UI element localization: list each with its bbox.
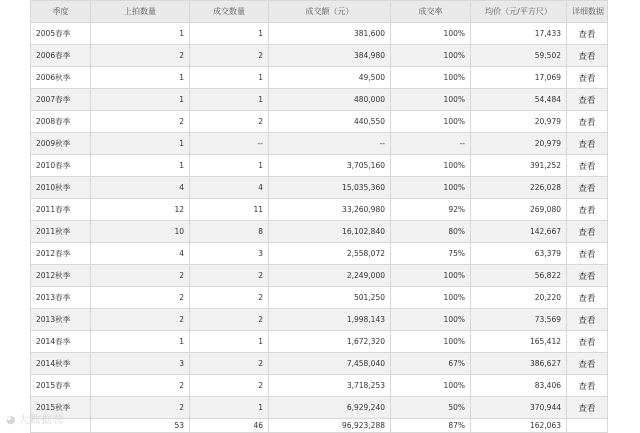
lots-cell: 2 xyxy=(91,111,190,133)
season-cell: 2011春季 xyxy=(31,199,91,221)
header-lots: 上拍数量 xyxy=(91,1,190,23)
deals-cell: 8 xyxy=(190,221,269,243)
lots-cell: 2 xyxy=(91,397,190,419)
season-cell: 2006秋季 xyxy=(31,67,91,89)
avg-price-cell: 56,822 xyxy=(471,265,567,287)
detail-cell xyxy=(567,375,608,397)
detail-cell xyxy=(567,89,608,111)
amount-cell: 3,718,253 xyxy=(269,375,391,397)
rate-cell: 92% xyxy=(391,199,471,221)
amount-cell: 2,249,000 xyxy=(269,265,391,287)
lots-cell: 1 xyxy=(91,67,190,89)
view-detail-link[interactable]: 查看 xyxy=(578,95,596,106)
avg-price-cell: 226,028 xyxy=(471,177,567,199)
deals-cell: -- xyxy=(190,133,269,155)
deals-cell: 11 xyxy=(190,199,269,221)
watermark xyxy=(6,411,64,427)
detail-cell xyxy=(567,45,608,67)
avg-price-cell: 20,220 xyxy=(471,287,567,309)
detail-cell xyxy=(567,265,608,287)
view-detail-link[interactable]: 查看 xyxy=(578,337,596,348)
header-rate: 成交率 xyxy=(391,1,471,23)
rate-cell: 75% xyxy=(391,243,471,265)
deals-cell: 3 xyxy=(190,243,269,265)
table-row xyxy=(31,133,608,155)
view-detail-link[interactable]: 查看 xyxy=(578,29,596,40)
total-avg-price-cell: 162,063 xyxy=(471,419,567,433)
avg-price-cell: 63,379 xyxy=(471,243,567,265)
lots-cell: 1 xyxy=(91,133,190,155)
lots-cell: 2 xyxy=(91,287,190,309)
avg-price-cell: 54,484 xyxy=(471,89,567,111)
amount-cell: 33,260,980 xyxy=(269,199,391,221)
view-detail-link[interactable]: 查看 xyxy=(578,293,596,304)
deals-cell: 2 xyxy=(190,287,269,309)
deals-cell: 1 xyxy=(190,155,269,177)
rate-cell: 100% xyxy=(391,67,471,89)
rate-cell: 80% xyxy=(391,221,471,243)
avg-price-cell: 386,627 xyxy=(471,353,567,375)
amount-cell: 480,000 xyxy=(269,89,391,111)
amount-cell: 501,250 xyxy=(269,287,391,309)
season-cell: 2015秋季 xyxy=(31,397,91,419)
detail-cell xyxy=(567,331,608,353)
amount-cell: 15,035,360 xyxy=(269,177,391,199)
detail-cell xyxy=(567,111,608,133)
table-row xyxy=(31,331,608,353)
avg-price-cell: 59,502 xyxy=(471,45,567,67)
amount-cell: 7,458,040 xyxy=(269,353,391,375)
season-cell: 2008春季 xyxy=(31,111,91,133)
table-row xyxy=(31,155,608,177)
rate-cell: 100% xyxy=(391,23,471,45)
lots-cell: 1 xyxy=(91,155,190,177)
rate-cell: 100% xyxy=(391,265,471,287)
avg-price-cell: 269,080 xyxy=(471,199,567,221)
header-avg-price: 均价（元/平方尺） xyxy=(471,1,567,23)
view-detail-link[interactable]: 查看 xyxy=(578,403,596,414)
table-row xyxy=(31,375,608,397)
detail-cell xyxy=(567,177,608,199)
deals-cell: 2 xyxy=(190,309,269,331)
deals-cell: 2 xyxy=(190,375,269,397)
view-detail-link[interactable]: 查看 xyxy=(578,161,596,172)
rate-cell: 67% xyxy=(391,353,471,375)
deals-cell: 1 xyxy=(190,397,269,419)
amount-cell: 1,998,143 xyxy=(269,309,391,331)
header-deals: 成交数量 xyxy=(190,1,269,23)
rate-cell: 50% xyxy=(391,397,471,419)
season-cell: 2011秋季 xyxy=(31,221,91,243)
rate-cell: 100% xyxy=(391,177,471,199)
deals-cell: 2 xyxy=(190,111,269,133)
lots-cell: 3 xyxy=(91,353,190,375)
rate-cell: 100% xyxy=(391,155,471,177)
view-detail-link[interactable]: 查看 xyxy=(578,315,596,326)
avg-price-cell: 17,069 xyxy=(471,67,567,89)
total-amount-cell: 96,923,288 xyxy=(269,419,391,433)
watermark-text: 大数据营 xyxy=(18,413,65,426)
amount-cell: -- xyxy=(269,133,391,155)
view-detail-link[interactable]: 查看 xyxy=(578,249,596,260)
avg-price-cell: 20,979 xyxy=(471,133,567,155)
lots-cell: 2 xyxy=(91,45,190,67)
season-cell: 2012秋季 xyxy=(31,265,91,287)
table-row xyxy=(31,221,608,243)
lots-cell: 10 xyxy=(91,221,190,243)
lots-cell: 2 xyxy=(91,375,190,397)
amount-cell: 1,672,320 xyxy=(269,331,391,353)
detail-cell xyxy=(567,243,608,265)
detail-cell xyxy=(567,199,608,221)
table-row xyxy=(31,243,608,265)
total-rate-cell: 87% xyxy=(391,419,471,433)
lots-cell: 1 xyxy=(91,331,190,353)
weibo-logo-icon: ◕ xyxy=(6,413,17,426)
season-cell: 2015春季 xyxy=(31,375,91,397)
table-row xyxy=(31,111,608,133)
table-row xyxy=(31,67,608,89)
deals-cell: 1 xyxy=(190,331,269,353)
amount-cell: 49,500 xyxy=(269,67,391,89)
view-detail-link[interactable]: 查看 xyxy=(578,73,596,84)
totals-row xyxy=(31,419,608,433)
deals-cell: 2 xyxy=(190,353,269,375)
rate-cell: 100% xyxy=(391,45,471,67)
amount-cell: 16,102,840 xyxy=(269,221,391,243)
rate-cell: 100% xyxy=(391,89,471,111)
view-detail-link[interactable]: 查看 xyxy=(578,381,596,392)
lots-cell: 4 xyxy=(91,243,190,265)
header-detail: 详细数据 xyxy=(567,1,608,23)
amount-cell: 2,558,072 xyxy=(269,243,391,265)
season-cell: 2014秋季 xyxy=(31,353,91,375)
detail-cell xyxy=(567,133,608,155)
view-detail-link[interactable]: 查看 xyxy=(578,51,596,62)
rate-cell: 100% xyxy=(391,375,471,397)
rate-cell: 100% xyxy=(391,309,471,331)
table-row xyxy=(31,199,608,221)
lots-cell: 2 xyxy=(91,309,190,331)
avg-price-cell: 370,944 xyxy=(471,397,567,419)
totals-detail-cell xyxy=(567,419,608,433)
lots-cell: 4 xyxy=(91,177,190,199)
amount-cell: 6,929,240 xyxy=(269,397,391,419)
lots-cell: 12 xyxy=(91,199,190,221)
view-detail-link[interactable]: 查看 xyxy=(578,359,596,370)
view-detail-link[interactable]: 查看 xyxy=(578,117,596,128)
detail-cell xyxy=(567,287,608,309)
lots-cell: 1 xyxy=(91,89,190,111)
amount-cell: 440,550 xyxy=(269,111,391,133)
detail-cell xyxy=(567,155,608,177)
season-cell: 2010秋季 xyxy=(31,177,91,199)
table-row xyxy=(31,177,608,199)
detail-cell xyxy=(567,221,608,243)
lots-cell: 2 xyxy=(91,265,190,287)
detail-cell xyxy=(567,23,608,45)
avg-price-cell: 20,979 xyxy=(471,111,567,133)
rate-cell: -- xyxy=(391,133,471,155)
avg-price-cell: 73,569 xyxy=(471,309,567,331)
header-season: 季度 xyxy=(31,1,91,23)
table-row xyxy=(31,45,608,67)
table-row xyxy=(31,23,608,45)
season-cell: 2010春季 xyxy=(31,155,91,177)
amount-cell: 381,600 xyxy=(269,23,391,45)
season-cell: 2013春季 xyxy=(31,287,91,309)
view-detail-link[interactable]: 查看 xyxy=(578,205,596,216)
detail-cell xyxy=(567,67,608,89)
deals-cell: 1 xyxy=(190,23,269,45)
total-lots-cell: 53 xyxy=(91,419,190,433)
view-detail-link[interactable]: 查看 xyxy=(578,183,596,194)
season-cell: 2014春季 xyxy=(31,331,91,353)
season-cell: 2013秋季 xyxy=(31,309,91,331)
deals-cell: 2 xyxy=(190,265,269,287)
lots-cell: 1 xyxy=(91,23,190,45)
avg-price-cell: 391,252 xyxy=(471,155,567,177)
season-cell: 2005春季 xyxy=(31,23,91,45)
table-row xyxy=(31,89,608,111)
detail-cell xyxy=(567,353,608,375)
amount-cell: 384,980 xyxy=(269,45,391,67)
detail-cell xyxy=(567,309,608,331)
total-deals-cell: 46 xyxy=(190,419,269,433)
deals-cell: 1 xyxy=(190,89,269,111)
avg-price-cell: 83,406 xyxy=(471,375,567,397)
table-row xyxy=(31,309,608,331)
view-detail-link[interactable]: 查看 xyxy=(578,227,596,238)
table-header-row xyxy=(31,1,608,23)
season-cell: 2007春季 xyxy=(31,89,91,111)
deals-cell: 4 xyxy=(190,177,269,199)
auction-stats-table xyxy=(30,0,608,433)
table-row xyxy=(31,265,608,287)
amount-cell: 3,705,160 xyxy=(269,155,391,177)
rate-cell: 100% xyxy=(391,331,471,353)
view-detail-link[interactable]: 查看 xyxy=(578,139,596,150)
avg-price-cell: 17,433 xyxy=(471,23,567,45)
view-detail-link[interactable]: 查看 xyxy=(578,271,596,282)
avg-price-cell: 142,667 xyxy=(471,221,567,243)
deals-cell: 1 xyxy=(190,67,269,89)
detail-cell xyxy=(567,397,608,419)
table-row xyxy=(31,397,608,419)
season-cell: 2012春季 xyxy=(31,243,91,265)
header-amount: 成交额（元） xyxy=(269,1,391,23)
season-cell: 2009秋季 xyxy=(31,133,91,155)
table-row xyxy=(31,287,608,309)
table-row xyxy=(31,353,608,375)
avg-price-cell: 165,412 xyxy=(471,331,567,353)
deals-cell: 2 xyxy=(190,45,269,67)
rate-cell: 100% xyxy=(391,287,471,309)
rate-cell: 100% xyxy=(391,111,471,133)
season-cell: 2006春季 xyxy=(31,45,91,67)
